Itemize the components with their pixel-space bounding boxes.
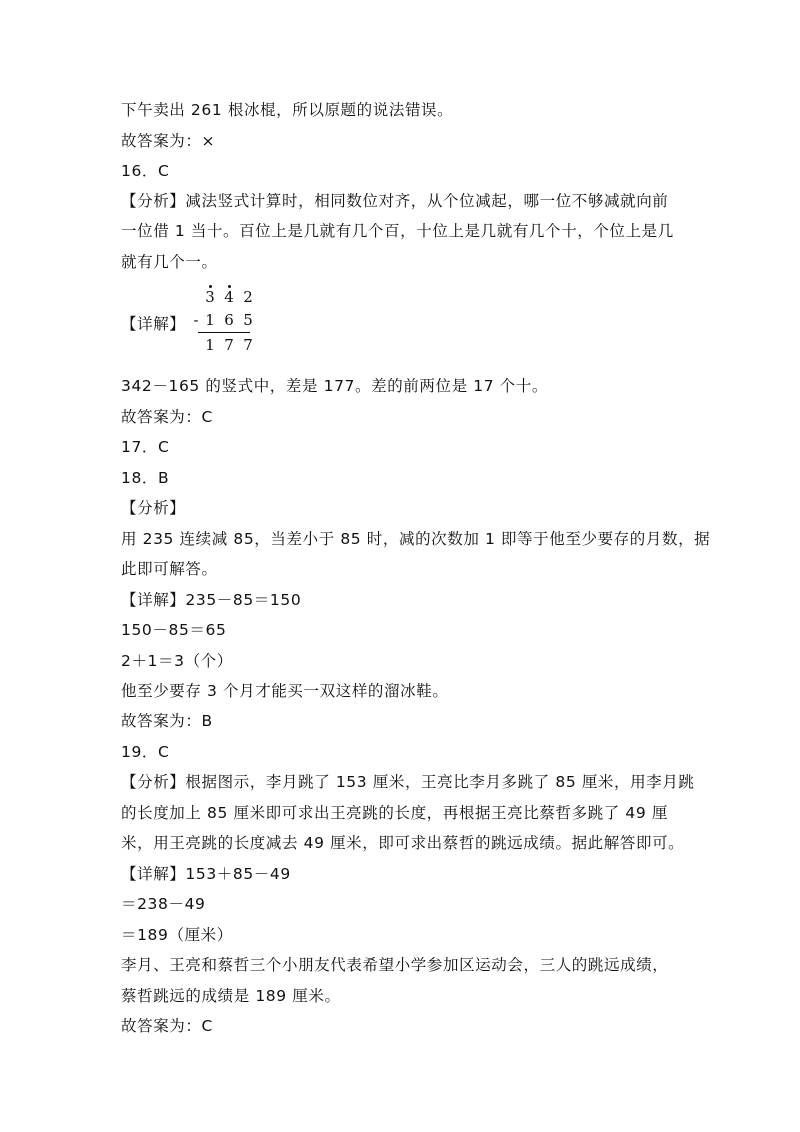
text-line: 蔡哲跳远的成绩是 189 厘米。	[121, 987, 341, 1005]
result-rule	[198, 332, 250, 333]
analysis-label: 【分析】	[121, 499, 186, 517]
difference-row	[198, 336, 258, 356]
question-number: 19．C	[121, 743, 170, 761]
analysis-line: 一位借 1 当十。百位上是几就有几个百，十位上是几就有几个十，个位上是几	[121, 222, 674, 240]
detail-label: 【详解】	[121, 315, 186, 333]
subtrahend-digit: 5	[243, 311, 253, 329]
difference-digit: 1	[205, 336, 215, 354]
answer-line: 故答案为：C	[121, 408, 213, 426]
analysis-line: 用 235 连续减 85，当差小于 85 时，减的次数加 1 即等于他至少要存的月数，据	[121, 530, 711, 548]
answer-line: 故答案为：×	[121, 132, 216, 150]
question-number: 17．C	[121, 438, 170, 456]
analysis-line: 【分析】根据图示，李月跳了 153 厘米，王亮比李月多跳了 85 厘米，用李月跳	[121, 773, 695, 791]
text-line: 李月、王亮和蔡哲三个小朋友代表希望小学参加区运动会，三人的跳远成绩，	[121, 956, 669, 974]
subtrahend-row	[193, 311, 258, 331]
text-line: 他至少要存 3 个月才能买一双这样的溜冰鞋。	[121, 682, 449, 700]
analysis-line: 的长度加上 85 厘米即可求出王亮跳的长度，再根据王亮比蔡哲多跳了 49 厘	[121, 804, 668, 822]
answer-line: 故答案为：B	[121, 712, 213, 730]
analysis-line: 【分析】减法竖式计算时，相同数位对齐，从个位减起，哪一位不够减就向前	[121, 192, 669, 210]
analysis-line: 就有几个一。	[121, 253, 218, 271]
answer-line: 故答案为：C	[121, 1017, 213, 1035]
detail-line: 【详解】153＋85－49	[121, 865, 291, 883]
minuend-digit: 4	[224, 288, 234, 306]
detail-line: ＝189（厘米）	[121, 926, 233, 944]
analysis-line: 米，用王亮跳的长度减去 49 厘米，即可求出蔡哲的跳远成绩。据此解答即可。	[121, 834, 685, 852]
analysis-line: 此即可解答。	[121, 560, 218, 578]
minus-sign: -	[193, 311, 199, 329]
difference-digit: 7	[224, 336, 234, 354]
detail-line: 150－85＝65	[121, 621, 227, 639]
detail-line: 2＋1＝3（个）	[121, 652, 233, 670]
text-line: 342－165 的竖式中，差是 177。差的前两位是 17 个十。	[121, 377, 548, 395]
vertical-subtraction	[193, 282, 258, 358]
question-number: 16．C	[121, 162, 170, 180]
minuend-digit: 3	[205, 288, 215, 306]
minuend-row	[198, 288, 258, 308]
text-line: 下午卖出 261 根冰棍，所以原题的说法错误。	[121, 101, 454, 119]
detail-line: 【详解】235－85＝150	[121, 591, 302, 609]
subtrahend-digit: 1	[205, 311, 215, 329]
subtrahend-digit: 6	[224, 311, 234, 329]
difference-digit: 7	[243, 336, 253, 354]
detail-line: ＝238－49	[121, 895, 206, 913]
minuend-digit: 2	[243, 288, 253, 306]
question-number: 18．B	[121, 469, 170, 487]
